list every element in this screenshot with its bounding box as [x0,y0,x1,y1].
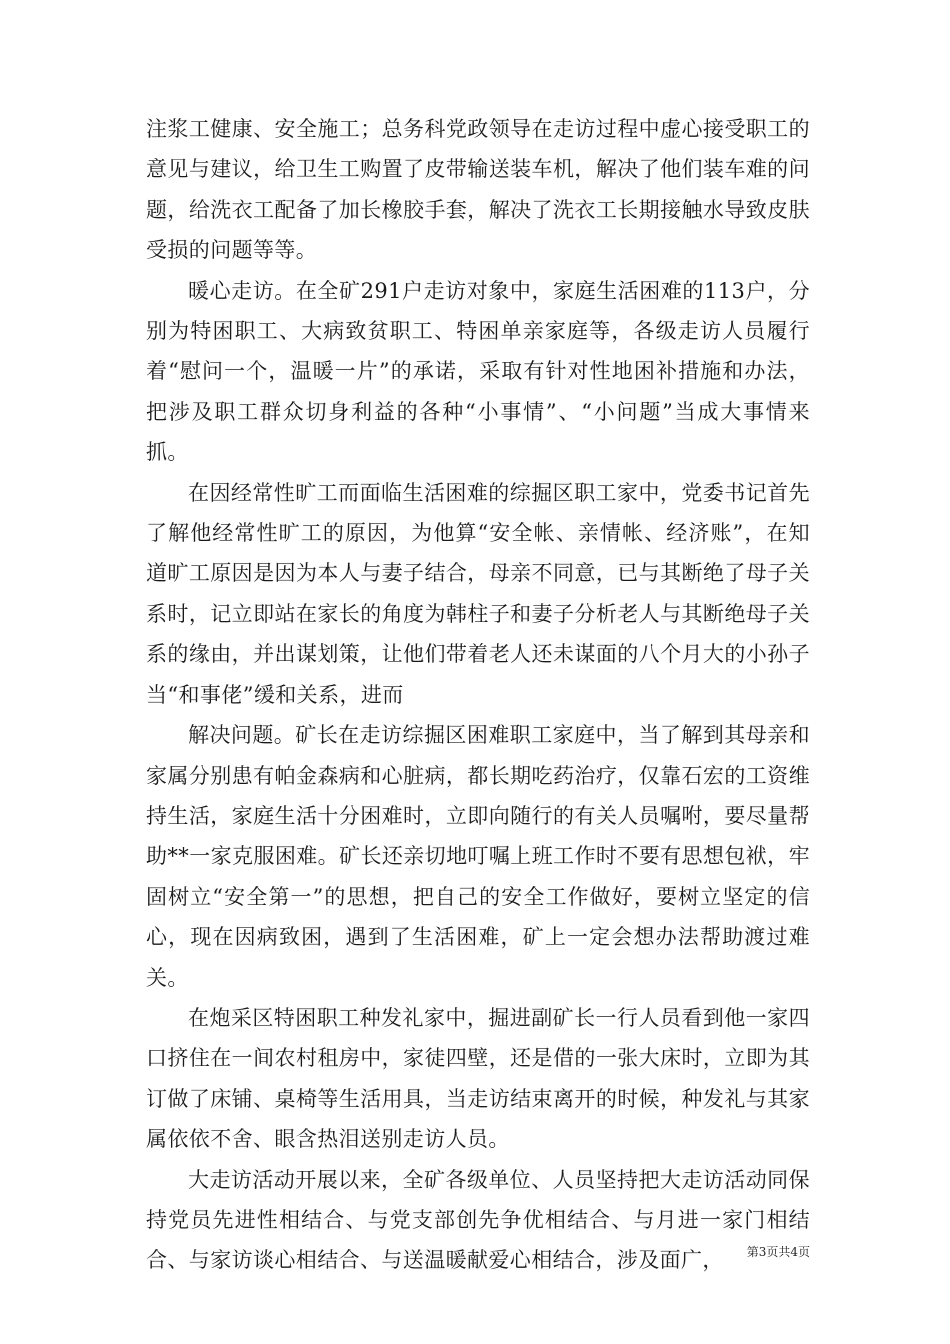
page-number: 第3页共4页 [746,1245,810,1259]
paragraph-1: 注浆工健康、安全施工；总务科党政领导在走访过程中虚心接受职工的意见与建议，给卫生工购置了皮带输送装车机，解决了他们装车难的问题，给洗衣工配备了加长橡胶手套，解决了洗衣工长期接触水导致皮肤受损的问题等等。 [146,117,810,263]
paragraph-5: 在炮采区特困职工种发礼家中，掘进副矿长一行人员看到他一家四口挤住在一间农村租房中，家徒四壁，还是借的一张大床时，立即为其订做了床铺、桌椅等生活用具，当走访结束离开的时候，种发礼与其家属依依不舍、眼含热泪送别走访人员。 [146,1005,810,1152]
paragraph-6: 大走访活动开展以来，全矿各级单位、人员坚持把大走访活动同保持党员先进性相结合、与党支部创先争优相结合、与月进一家门相结合、与家访谈心相结合、与送温暖献爱心相结合，涉及面广， [146,1167,810,1273]
paragraph-4: 解决问题。矿长在走访综掘区困难职工家庭中，当了解到其母亲和家属分别患有帕金森病和心脏病，都长期吃药治疗，仅靠石宏的工资维持生活，家庭生活十分困难时，立即向随行的有关人员嘱咐，要尽量帮助**一家克服困难。矿长还亲切地叮嘱上班工作时不要有思想包袱，牢固树立“安全第一”的思想，把自己的安全工作做好，要树立坚定的信心，现在因病致困，遇到了生活困难，矿上一定会想办法帮助渡过难关。 [146,723,810,990]
body-text [146,109,810,1281]
paragraph-2: 暖心走访。在全矿291户走访对象中，家庭生活困难的113户，分别为特困职工、大病致贫职工、特困单亲家庭等，各级走访人员履行着“慰问一个，温暖一片”的承诺，采取有针对性地困补措施和办法，把涉及职工群众切身利益的各种“小事情”、“小问题”当成大事情来抓。 [146,278,810,465]
paragraph-3: 在因经常性旷工而面临生活困难的综掘区职工家中，党委书记首先了解他经常性旷工的原因，为他算“安全帐、亲情帐、经济账”，在知道旷工原因是因为本人与妻子结合，母亲不同意，已与其断绝了母子关系时，记立即站在家长的角度为韩柱子和妻子分析老人与其断绝母子关系的缘由，并出谋划策，让他们带着老人还未谋面的八个月大的小孙子当“和事佬”缓和关系，进而 [146,480,810,707]
